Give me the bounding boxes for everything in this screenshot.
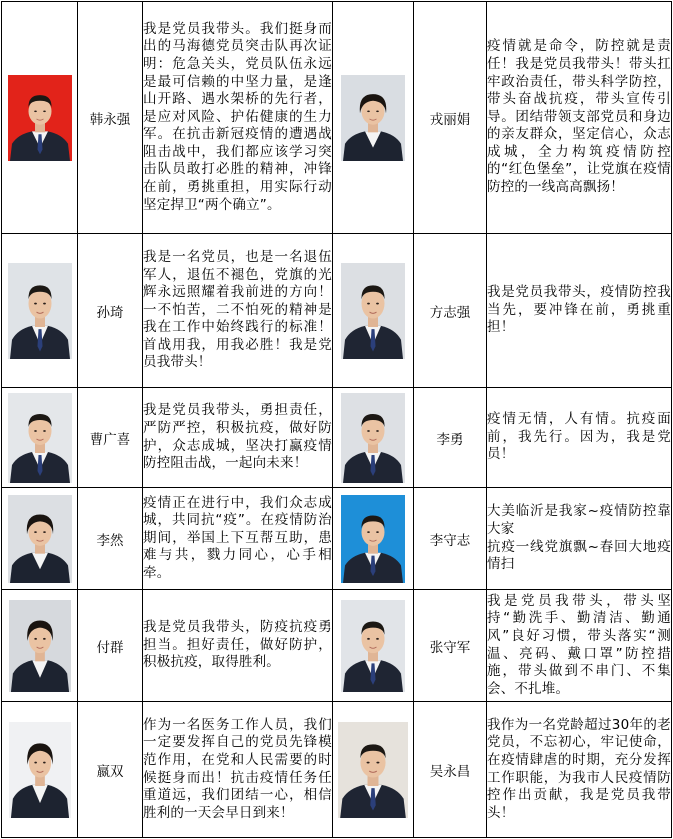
member-statement: 我是一名党员，也是一名退伍军人，退伍不褪色，党旗的光辉永远照耀着我前进的方向！一不怕苦，二不怕死的精神是我在工作中始终践行的标准！首战用我，用我必胜！我是党员我带头！ — [143, 234, 333, 388]
member-photo — [338, 722, 408, 818]
member-name: 李守志 — [414, 488, 487, 590]
member-photo — [9, 722, 71, 818]
member-name: 曹广喜 — [78, 388, 143, 488]
table-row — [2, 234, 672, 388]
member-name: 嬴双 — [78, 702, 143, 838]
statement-line: 大美临沂是我家~疫情防控靠大家 — [487, 503, 671, 537]
member-photo — [341, 495, 405, 583]
member-statement: 作为一名医务工作人员，我们一定要发挥自己的党员先锋模范作用，在党和人民需要的时候挺身而出！抗击疫情任务任重道远，我们团结一心，相信胜利的一天会早日到来！ — [143, 702, 333, 838]
member-name: 孙琦 — [78, 234, 143, 388]
member-photo-cell — [2, 590, 78, 702]
member-statement — [487, 488, 672, 590]
table-row — [2, 488, 672, 590]
member-photo-cell — [2, 234, 78, 388]
member-statement: 疫情就是命令，防控就是责任！我是党员我带头！带头扛牢政治责任，带头科学防控，带头奋战抗疫，带头宣传引导。团结带领支部党员和身边的亲友群众，坚定信心，众志成城，全力构筑疫情防控的“红色堡垒”，让党旗在疫情防控的一线高高飘扬！ — [487, 2, 672, 234]
member-name: 吴永昌 — [414, 702, 487, 838]
member-photo-cell — [2, 702, 78, 838]
member-name: 李然 — [78, 488, 143, 590]
member-statement: 疫情无情，人有情。抗疫面前，我先行。因为，我是党员！ — [487, 388, 672, 488]
member-name: 李勇 — [414, 388, 487, 488]
member-statement: 我是党员我带头，防疫抗疫勇担当。担好责任，做好防护，积极抗疫，取得胜利。 — [143, 590, 333, 702]
member-photo-cell — [2, 388, 78, 488]
member-name: 张守军 — [414, 590, 487, 702]
member-statement: 我是党员我带头，疫情防控我当先，要冲锋在前，勇挑重担！ — [487, 234, 672, 388]
party-members-table — [1, 1, 672, 838]
member-statement: 我作为一名党龄超过30年的老党员，不忘初心，牢记使命，在疫情肆虐的时期，充分发挥工作职能，为我市人民疫情防控作出贡献，我是党员我带头！ — [487, 702, 672, 838]
member-photo — [341, 75, 405, 161]
member-photo — [8, 495, 72, 583]
member-photo-cell — [333, 234, 414, 388]
member-photo — [8, 75, 72, 161]
member-name: 付群 — [78, 590, 143, 702]
member-name: 方志强 — [414, 234, 487, 388]
member-statement: 我是党员我带头。我们挺身而出的马海德党员突击队再次证明：危急关头，党员队伍永远是最可信赖的中坚力量，是逢山开路、遇水架桥的先行者，是应对风险、护佑健康的生力军。在抗击新冠疫情的遭遇战阻击战中，我们都应该学习突击队员敢打必胜的精神，冲锋在前，勇挑重担，用实际行动坚定捍卫“两个确立”。 — [143, 2, 333, 234]
member-photo — [9, 600, 71, 692]
member-photo — [341, 393, 405, 483]
member-photo-cell — [333, 702, 414, 838]
table-row — [2, 388, 672, 488]
member-photo — [8, 393, 72, 483]
member-statement: 我是党员我带头，带头坚持“勤洗手、勤清洁、勤通风”良好习惯，带头落实“测温、亮码、戴口罩”防控措施，带头做到不串门、不集会、不扎堆。 — [487, 590, 672, 702]
table-row — [2, 702, 672, 838]
member-photo-cell — [2, 488, 78, 590]
member-photo-cell — [333, 2, 414, 234]
member-photo — [341, 600, 405, 692]
member-name: 戎丽娟 — [414, 2, 487, 234]
member-statement: 我是党员我带头，勇担责任，严防严控，积极抗疫，做好防护，众志成城，坚决打赢疫情防控阻击战，一起向未来！ — [143, 388, 333, 488]
member-name: 韩永强 — [78, 2, 143, 234]
member-photo-cell — [333, 388, 414, 488]
member-photo-cell — [333, 488, 414, 590]
member-photo-cell — [333, 590, 414, 702]
statement-line: 抗疫一线党旗飘~春回大地疫情扫 — [487, 538, 671, 573]
member-photo-cell — [2, 2, 78, 234]
member-photo — [341, 263, 405, 359]
member-photo — [8, 263, 72, 359]
table-row — [2, 2, 672, 234]
table-row — [2, 590, 672, 702]
member-statement: 疫情正在进行中，我们众志成城，共同抗“疫”。在疫情防治期间，举国上下互帮互助，患难与共，戮力同心，心手相牵。 — [143, 488, 333, 590]
